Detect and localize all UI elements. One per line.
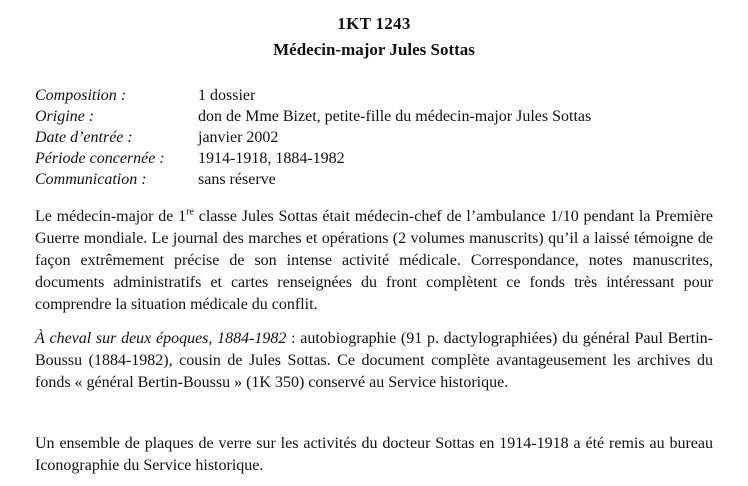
metadata-value: don de Mme Bizet, petite-fille du médecin-major Jules Sottas (198, 108, 592, 125)
glass-plates-paragraph: Un ensemble de plaques de verre sur les activités du docteur Sottas en 1914-1918 a été remis au bureau Iconographie du Service historique. (35, 435, 713, 474)
record-metadata (35, 85, 735, 190)
metadata-label: Origine : (35, 108, 95, 125)
record-reference: 1KT 1243 (337, 14, 411, 33)
metadata-row-communication (35, 169, 735, 190)
record-title: Médecin-major Jules Sottas (273, 40, 475, 59)
metadata-value: 1 dossier (198, 87, 256, 104)
description-paragraph (35, 206, 713, 316)
paragraph-text: : autobiographie (91 p. dactylographiées) du général Paul Bertin-Boussu (1884-1982), cousin de Jules Sottas. Ce document complète avantageusement les archives du fonds « général Bertin-Boussu » (1K 350) conservé au Service historique. (35, 330, 714, 391)
metadata-label: Période concernée : (35, 150, 165, 167)
metadata-label: Composition : (35, 87, 127, 104)
paragraph-text: classe Jules Sottas était médecin-chef de l’ambulance 1/10 pendant la Première Guerre mondiale. Le journal des marches et opérations (2 volumes manuscrits) qu’il a laissé témoigne de façon extrêmement précise de son intense activité médicale. Correspondance, notes manuscrites, documents administratifs et cartes renseignées du front complètent ce fonds très intéressant pour comprendre la situation médicale du conflit. (35, 208, 713, 313)
autobiography-paragraph (35, 328, 713, 394)
work-title: À cheval sur deux époques, 1884-1982 (35, 330, 287, 347)
metadata-value: 1914-1918, 1884-1982 (198, 150, 345, 167)
metadata-label: Communication : (35, 171, 147, 188)
paragraph-text: Le médecin-major de 1 (35, 208, 187, 225)
metadata-row-date-entree (35, 127, 735, 148)
metadata-label: Date d’entrée : (35, 129, 133, 146)
metadata-row-periode (35, 148, 735, 169)
metadata-value: janvier 2002 (198, 129, 279, 146)
ordinal-superscript: re (186, 206, 194, 218)
metadata-row-composition (35, 85, 735, 106)
metadata-row-origine (35, 106, 735, 127)
metadata-value: sans réserve (198, 171, 276, 188)
